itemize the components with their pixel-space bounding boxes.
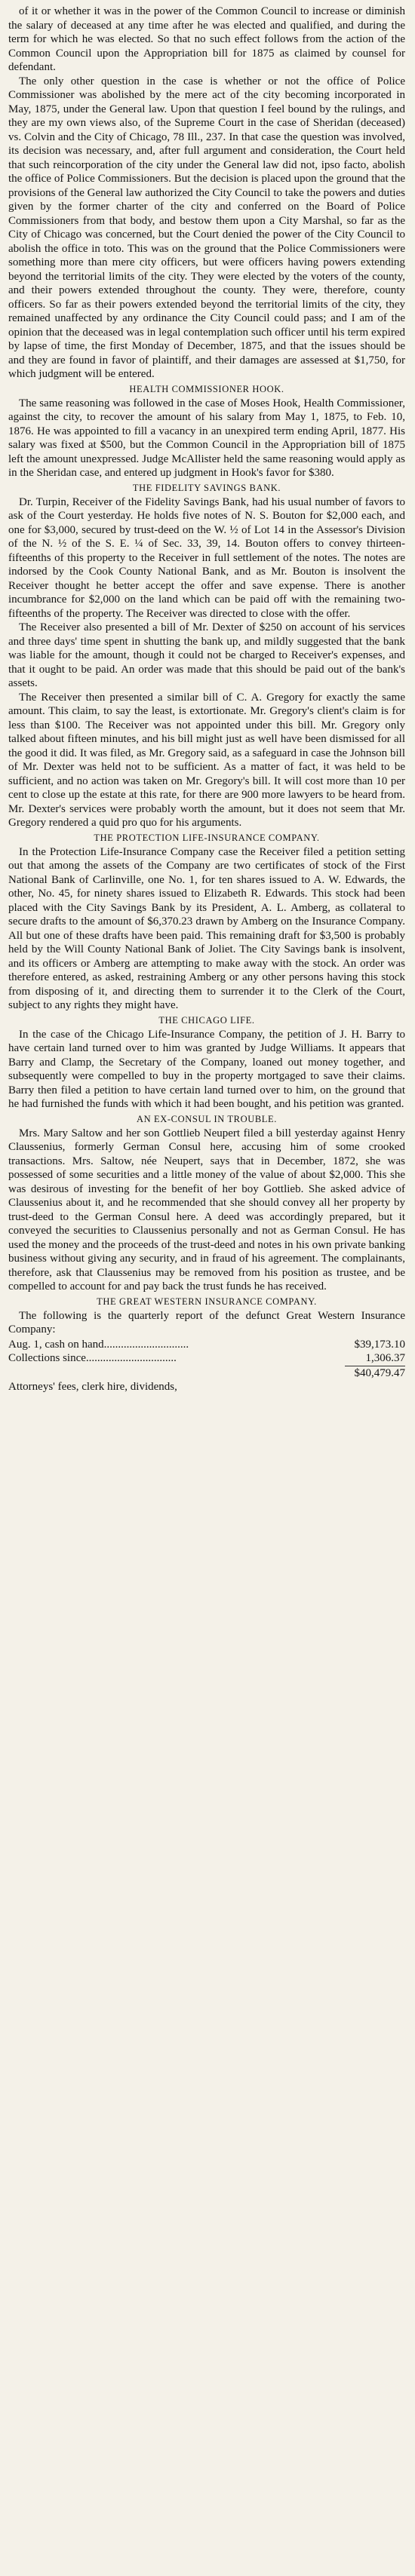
paragraph-protection: In the Protection Life-Insurance Company case the Receiver filed a petition setting out that among the assets of the Company are two certificates of stock of the First National Bank of Carlinville, one No. 1, for ten shares issued to A. W. Edwards, the other, No. 45, for ninety shares issued to Elizabeth R. Edwards. This stock had been placed with the City Savings Bank by its President, A. L. Amberg, as collateral to secure drafts to the amount of $6,370.23 drawn by Amberg on the Insurance Company. All but one of these drafts have been paid. This remaining draft for $3,500 is probably held by the Will County National Bank of Joliet. The City Savings bank is insolvent, and its officers or Amberg are attempting to make away with the stock. An order was therefore entered, as asked, restraining Amberg or any other persons having this stock from disposing of it, and directing them to surrender it to the Clerk of the Court, subject to any rights they might have. <box>8 845 405 1011</box>
report-total-row <box>8 1366 405 1381</box>
paragraph-fidelity-2: The Receiver also presented a bill of Mr. Dexter of $250 on account of his services and three days' time spent in shutting the bank up, and mildly suggested that the bank was liable for the amount, though it could not be charged to Receiver's expenses, and that it ought to be paid. An order was made that this should be paid out of the bank's assets. <box>8 621 405 689</box>
paragraph-sheridan-1: of it or whether it was in the power of the Common Council to increase or diminish the salary of deceased at any time after he was elected and qualified, and during the term for which he was elected. So that no such effect follows from the action of the Common Council upon the Appropriation bill for 1875 as claimed by counsel for defendant. <box>8 5 405 73</box>
paragraph-ex-consul: Mrs. Mary Saltow and her son Gottlieb Neupert filed a bill yesterday against Henry Claussenius, formerly German Consul here, accusing him of some crooked transactions. Mrs. Saltow, née Neupert, says that in December, 1872, she was possessed of some securities and a little money of the value of about $2,000. This she was desirous of investing for the benefit of her boy Gottlieb. She asked advice of Claussenius about it, and he recommended that she should convey all her property by trust-deed to the German Consul here. A deed was accordingly prepared, but it conveyed the securities to Claussenius personally and not as German Consul. He has used the money and the proceeds of the trust-deed and notes in his own private banking business without giving any security, and in fraud of his agreement. The complainants, therefore, ask that Claussenius may be removed from his position as trustee, and be compelled to account for and pay back the trust funds he has received. <box>8 1127 405 1293</box>
section-heading-hook: HEALTH COMMISSIONER HOOK. <box>129 383 284 394</box>
paragraph-sheridan-2: The only other question in the case is whether or not the office of Police Commissioner was abolished by the mere act of the city becoming incorporated in May, 1875, under the General law. Upon that question I feel bound by the rulings, and they are my own views also, of the Supreme Court in the case of Sheridan (deceased) vs. Colvin and the City of Chicago, 78 Ill., 237. In that case the question was involved, its decision was necessary, and, after full argument and consideration, the Court held that such reincorporation of the city under the General law did not, ipso facto, abolish the office of Police Commissioners. But the decision is placed upon the ground that the provisions of the General law authorized the City Council to take the powers and duties given by the former charter of the city and conferred on the Board of Police Commissioners from that body, and bestow them upon a City Marshal, so far as the City of Chicago was concerned, but the Court denied the power of the City Council to abolish the office in toto. This was on the ground that the Police Commissioners were something more than mere city officers, but were officers having powers extending beyond the territorial limits of the city. They were elected by the voters of the county, and their powers extended throughout the county. They were, therefore, county officers. So far as their powers extended beyond the territorial limits of the city, they remained unaffected by any ordinance the City Council could pass; and I am of the opinion that the deceased was in legal contemplation such officer until his term expired by lapse of time, the first Monday of December, 1875, and that the issues should be and they are found in favor of plaintiff, and their damages are assessed at $1,750, for which judgment will be entered. <box>8 75 405 380</box>
section-heading-fidelity: THE FIDELITY SAVINGS BANK. <box>132 482 281 493</box>
paragraph-fidelity-3: The Receiver then presented a similar bill of C. A. Gregory for exactly the same amount. This claim, to say the least, is extortionate. Mr. Gregory's client's claim is for less than $100. The Receiver was not appointed under this bill. Mr. Gregory only talked about fifteen minutes, and his bill might just as well have been dismissed for all the good it did. It was filed, as Mr. Gregory said, as a safeguard in case the Johnson bill of Mr. Dexter was held not to be sufficient. As a matter of fact, it was held to be sufficient, and no action was taken on Mr. Gregory's bill. It will cost more than 10 per cent to close up the estate at this rate, for there are 900 more lawyers to be heard from. Mr. Dexter's services were probably worth the amount, but it does not seem that Mr. Gregory rendered a quid pro quo for his arguments. <box>8 691 405 829</box>
report-trailing-text: Attorneys' fees, clerk hire, dividends, <box>8 1381 177 1393</box>
section-heading-ex-consul: AN EX-CONSUL IN TROUBLE. <box>137 1113 277 1124</box>
report-row <box>8 1338 405 1352</box>
section-heading-protection: THE PROTECTION LIFE-INSURANCE COMPANY. <box>94 832 320 843</box>
report-row-amount: 1,306.37 <box>365 1352 405 1364</box>
report-row-amount: $39,173.10 <box>354 1338 405 1351</box>
section-heading-chicago-life: THE CHICAGO LIFE. <box>158 1014 255 1026</box>
paragraph-chicago-life: In the case of the Chicago Life-Insurance Company, the petition of J. H. Barry to have certain land turned over to him was granted by Judge Williams. It appears that Barry and Clamp, the Secretary of the Company, loaned out money together, and subsequently were compelled to buy in the property mortgaged to save their claims. Barry then filed a petition to have certain land turned over to him, on the ground that he had furnished the funds with which it had been bought, and his petition was granted. <box>8 1028 405 1110</box>
report-row <box>8 1351 405 1366</box>
report-row-label: Collections since................................ <box>8 1352 177 1364</box>
article-body <box>8 5 405 1394</box>
report-trailing-row <box>8 1380 405 1394</box>
report-row-label: Aug. 1, cash on hand.............................. <box>8 1338 189 1351</box>
report-total-amount: $40,479.47 <box>345 1366 405 1381</box>
report-total-spacer <box>8 1366 345 1381</box>
paragraph-great-western: The following is the quarterly report of the defunct Great Western Insurance Company: <box>8 1309 405 1336</box>
section-heading-great-western: THE GREAT WESTERN INSURANCE COMPANY. <box>97 1296 317 1307</box>
paragraph-fidelity-1: Dr. Turpin, Receiver of the Fidelity Savings Bank, had his usual number of favors to ask of the Court yesterday. He holds five notes of N. S. Bouton for $2,000 each, and one for $3,000, secured by trust-deed on the W. ½ of Lot 14 in the Assessor's Division of the N. ½ of the S. E. ¼ of Sec. 33, 39, 14. Bouton offers to convey thirteen-fifteenths of this property to the Receiver in full settlement of the notes. The notes are indorsed by the Cook County National Bank, and as Mr. Bouton is insolvent the Receiver thought he better accept the offer and save expense. There is another incumbrance for $2,000 on the land which can be paid off with the remaining two-fifteenths of the property. The Receiver was directed to close with the offer. <box>8 495 405 620</box>
quarterly-report-table <box>8 1338 405 1394</box>
paragraph-hook: The same reasoning was followed in the case of Moses Hook, Health Commissioner, against the city, to recover the amount of his salary from May 1, 1875, to Feb. 10, 1876. He was appointed to fill a vacancy in an unexpired term ending April, 1877. His salary was fixed at $500, but the Common Council in the Appropriation bill of 1875 left the amount unexpressed. Judge McAllister held the same reasoning would apply as in the Sheridan case, and entered up judgment in Hook's favor for $380. <box>8 397 405 479</box>
